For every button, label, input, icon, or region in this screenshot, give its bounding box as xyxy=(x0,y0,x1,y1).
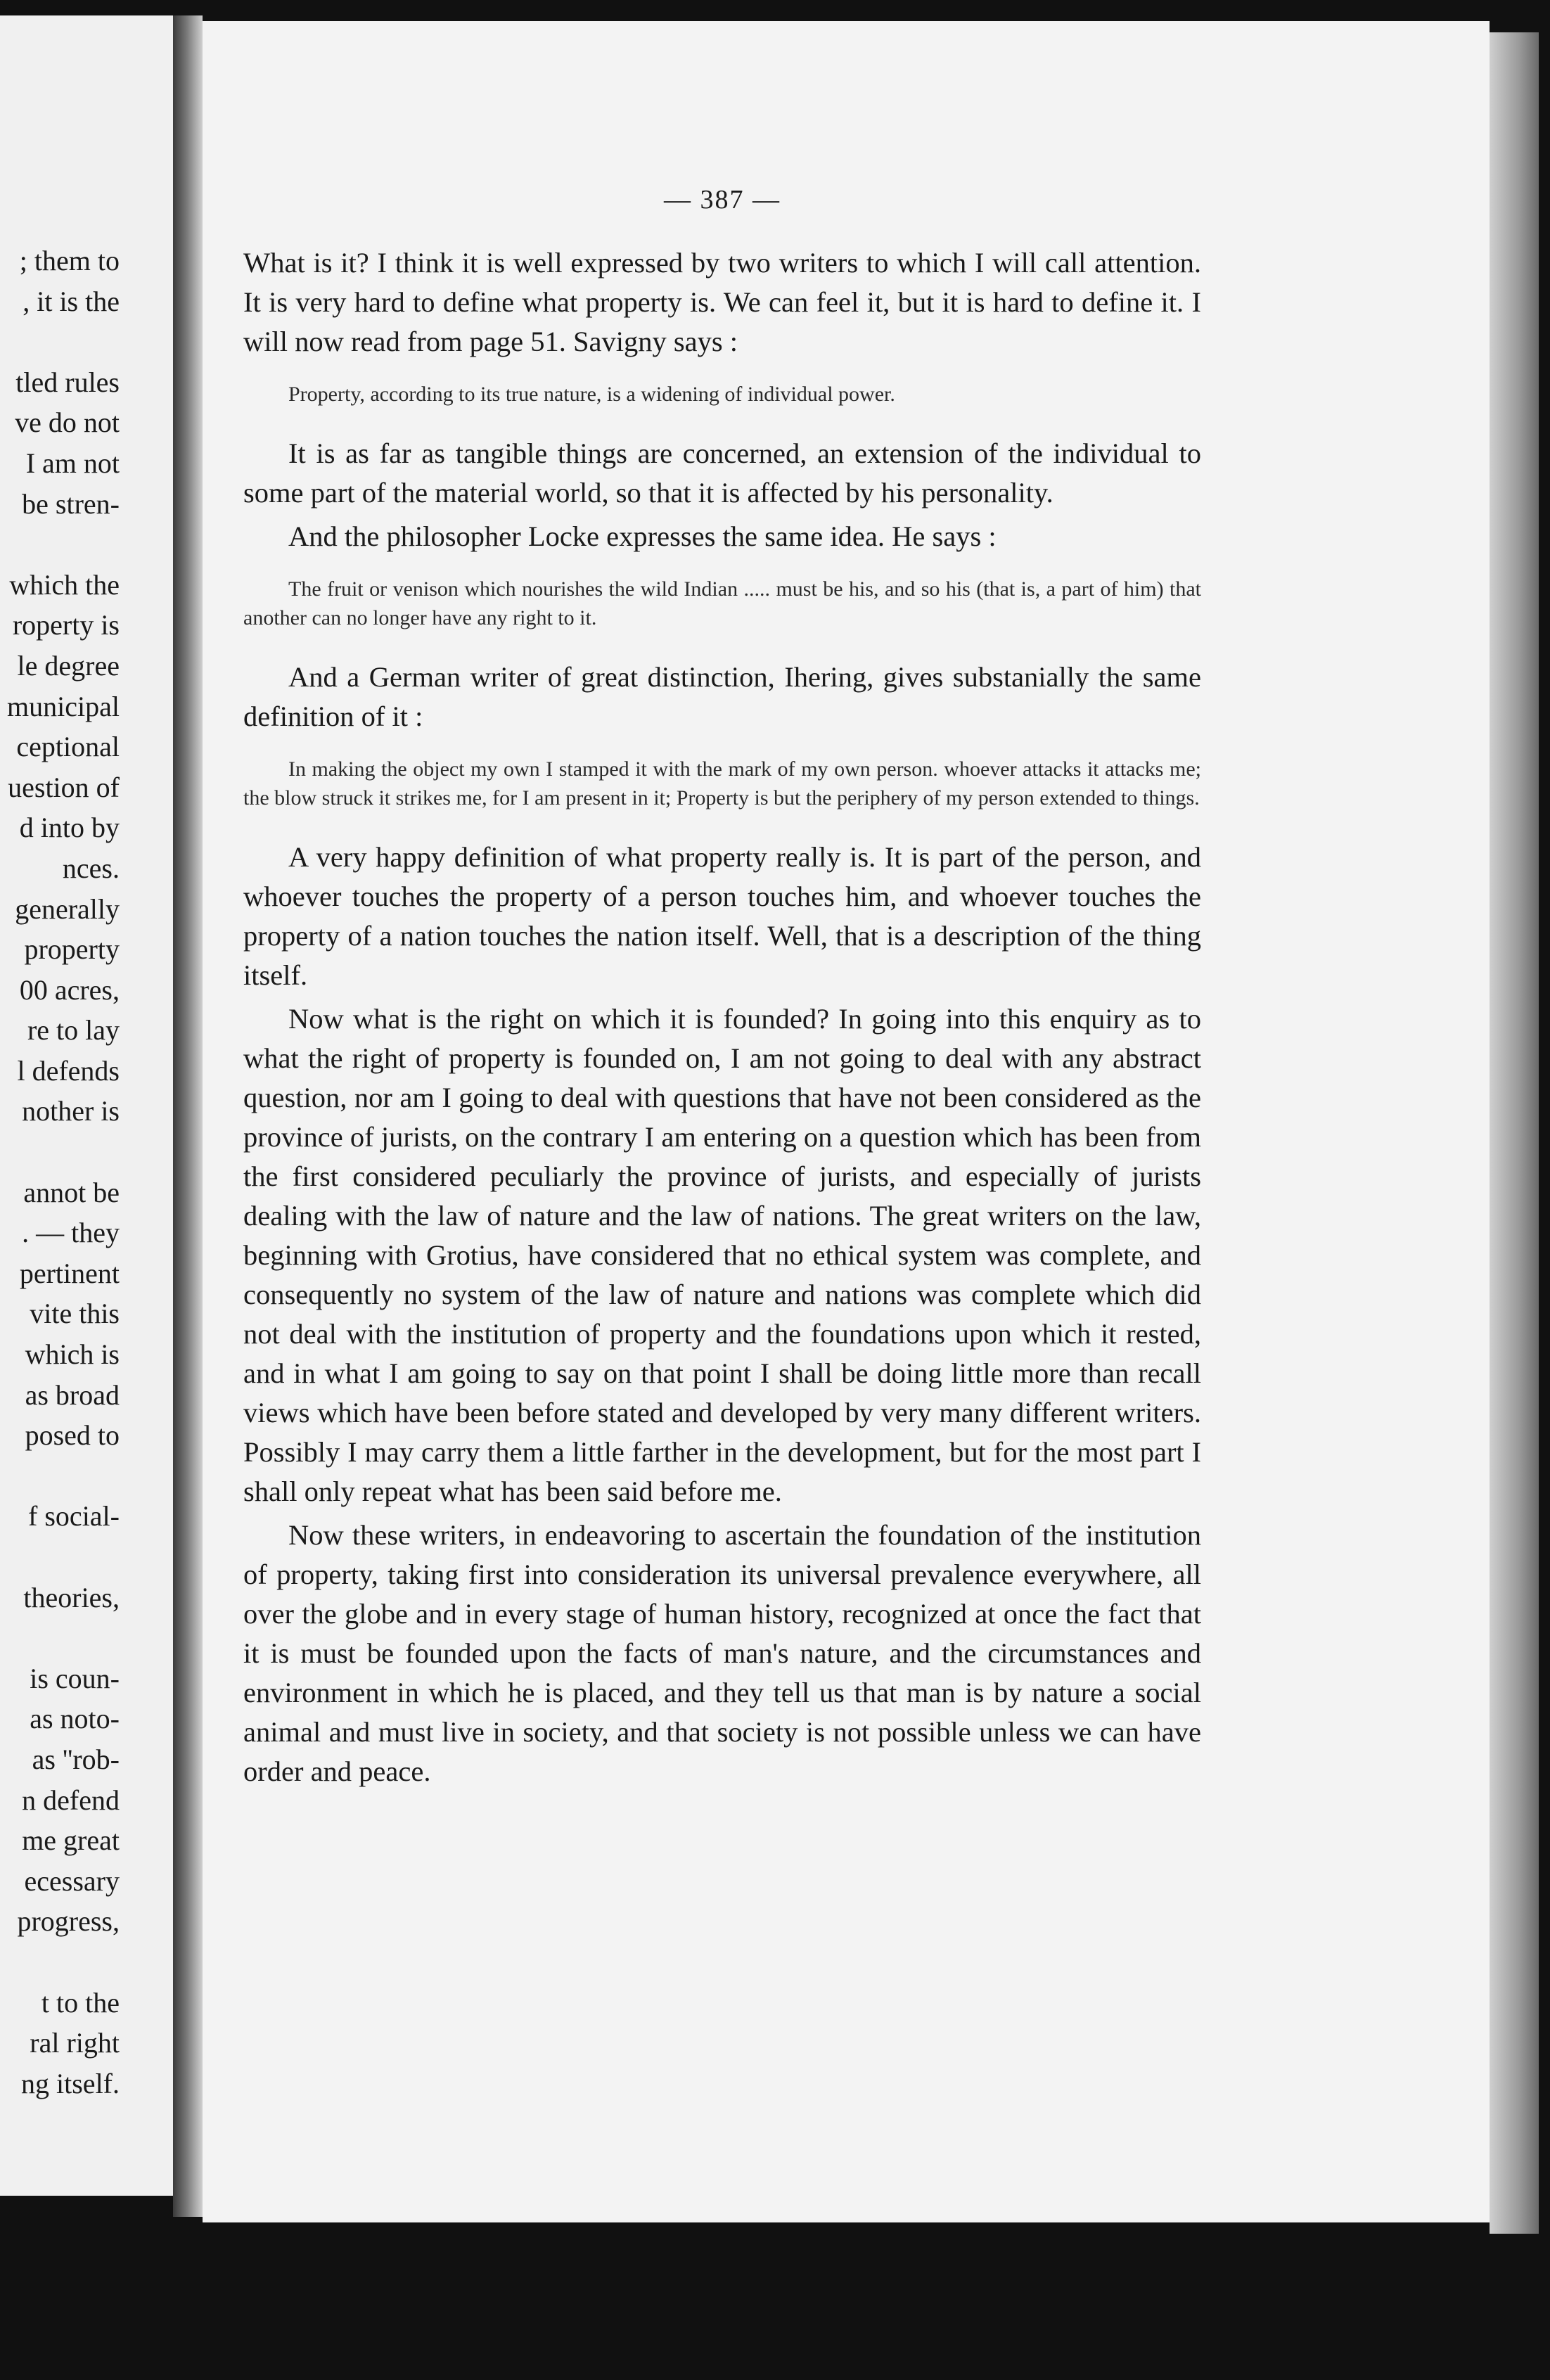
block-quote: In making the object my own I stamped it with the mark of my own person. whoever attacks it attacks me; the blow struck it strikes me, for I am present in it; Property is but the periphery of my person extended to things. xyxy=(243,757,1201,810)
facing-page-line: progress, xyxy=(17,1905,120,1938)
facing-page-line: nces. xyxy=(62,852,120,884)
facing-page-line: which is xyxy=(25,1338,120,1371)
facing-page-line: t to the xyxy=(41,1986,120,2018)
paragraph: And a German writer of great distinction, Ihering, gives substanially the same definition of it : xyxy=(243,661,1201,732)
paragraph: It is as far as tangible things are concerned, an extension of the individual to some part of the material world, so that it is affected by his personality. xyxy=(243,437,1201,508)
facing-page-line: nother is xyxy=(22,1095,120,1127)
facing-page-line: re to lay xyxy=(27,1014,120,1047)
facing-page-line: 00 acres, xyxy=(19,973,120,1006)
facing-page-line: I am not xyxy=(25,447,120,479)
paragraph: A very happy definition of what property really is. It is part of the person, and whoever touches the property of a person touches him, and whoever touches the property of a nation touches the nation itself. Well, that is a description of the thing itself. xyxy=(243,841,1201,991)
book-gutter xyxy=(173,15,203,2217)
facing-page-line xyxy=(0,1456,120,1497)
facing-page-line: ; them to xyxy=(19,245,120,276)
paragraph: And the philosopher Locke expresses the same idea. He says : xyxy=(288,520,997,552)
facing-page-line: n defend xyxy=(22,1784,120,1816)
facing-page-line xyxy=(0,1132,120,1172)
facing-page-line: d into by xyxy=(19,812,120,844)
facing-page-line: l defends xyxy=(17,1054,120,1087)
block-quote: Property, according to its true nature, is a widening of individual power. xyxy=(288,383,895,406)
paragraph: What is it? I think it is well expressed by two writers to which I will call attention. It is very hard to define what property is. We can feel it, but it is hard to define it. I will now read from page 51. Savigny says : xyxy=(243,247,1201,357)
paragraph: Now these writers, in endeavoring to ascertain the foundation of the institution of property, taking first into consideration its universal prevalence everywhere, all over the globe and in every stage of human history, recognized at once the fact that it is must be founded upon the facts of man's nature, and the circumstances and environment in which he is placed, and they tell us that man is by nature a social animal and must live in society, and that society is not possible unless we can have order and peace. xyxy=(243,1519,1201,1787)
facing-page-line: , it is the xyxy=(23,285,120,317)
text-body xyxy=(243,243,1201,1791)
facing-page-line: ceptional xyxy=(16,731,120,763)
facing-page-line: as ''rob- xyxy=(32,1743,120,1775)
facing-page-line: me great xyxy=(22,1824,120,1857)
facing-page-line: uestion of xyxy=(8,771,120,803)
facing-page-line xyxy=(0,321,120,362)
block-quote: The fruit or venison which nourishes the wild Indian ..... must be his, and so his (that is, a part of him) that another can no longer have any right to it. xyxy=(243,577,1201,629)
facing-page-line: is coun- xyxy=(30,1662,120,1694)
page-content xyxy=(243,184,1201,1791)
facing-page-line: be stren- xyxy=(22,487,120,520)
facing-page-left xyxy=(0,15,173,2196)
facing-page-text xyxy=(0,241,120,2104)
facing-page-line: generally xyxy=(15,892,120,925)
facing-page-line xyxy=(0,1618,120,1658)
facing-page-line: as broad xyxy=(25,1378,120,1411)
facing-page-line: ecessary xyxy=(24,1864,120,1897)
facing-page-line: le degree xyxy=(17,649,120,682)
facing-page-line: ng itself. xyxy=(21,2067,120,2099)
facing-page-line: which the xyxy=(9,568,120,601)
facing-page-line: tled rules xyxy=(15,366,120,398)
facing-page-line xyxy=(0,1942,120,1983)
page-edge-right xyxy=(1490,32,1539,2234)
facing-page-line: posed to xyxy=(25,1419,120,1452)
facing-page-line: theories, xyxy=(23,1581,120,1613)
facing-page-line: annot be xyxy=(23,1176,120,1208)
facing-page-line: municipal xyxy=(7,690,120,722)
facing-page-line: roperty is xyxy=(12,609,120,641)
page-number: — 387 — xyxy=(664,185,781,215)
facing-page-line: as noto- xyxy=(30,1703,120,1735)
facing-page-line: vite this xyxy=(30,1298,120,1330)
facing-page-line: ral right xyxy=(30,2027,120,2059)
facing-page-line: pertinent xyxy=(19,1257,120,1289)
facing-page-line: property xyxy=(24,933,120,966)
facing-page-line: f social- xyxy=(28,1500,120,1533)
facing-page-line xyxy=(0,524,120,565)
facing-page-line: ve do not xyxy=(15,407,120,439)
facing-page-line xyxy=(0,1537,120,1578)
facing-page-line: . — they xyxy=(22,1217,120,1249)
paragraph: Now what is the right on which it is founded? In going into this enquiry as to what the right of property is founded on, I am not going to deal with any abstract question, nor am I going to deal with questions that have not been considered as the province of jurists, on the contrary I am entering on a question which has been from the first considered peculiarly the province of jurists, and especially of jurists dealing with the law of nature and the law of nations. The great writers on the law, beginning with Grotius, have considered that no ethical system was complete, and consequently no system of the law of nature and nations was complete which did not deal with the institution of property and the foundations upon which it rested, and in what I am going to say on that point I shall be doing little more than recall views which have been before stated and developed by very many different writers. Possibly I may carry them a little farther in the development, but for the most part I shall only repeat what has been said before me. xyxy=(243,1003,1201,1507)
